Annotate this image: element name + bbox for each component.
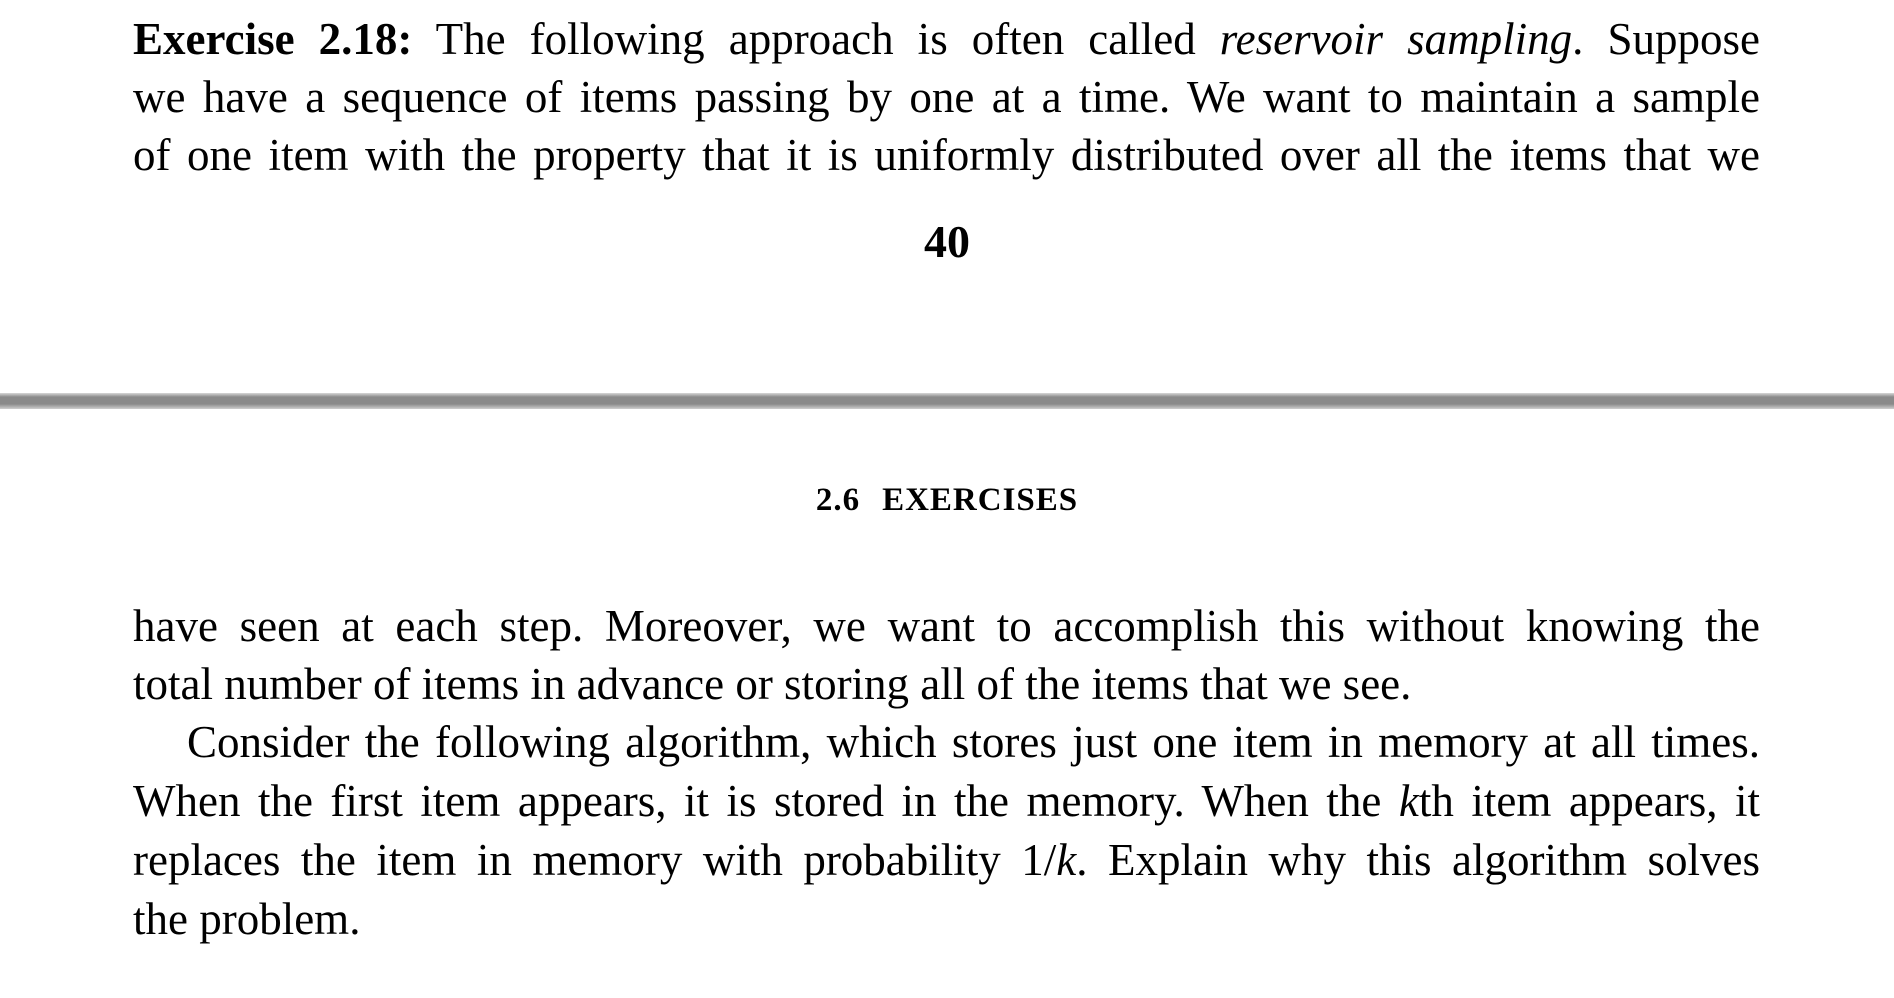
exercise-line-1 bbox=[133, 10, 1760, 68]
running-head bbox=[0, 478, 1894, 522]
body-line-3: Consider the following algorithm, which stores just one item in memory at all times. bbox=[187, 717, 1760, 767]
reservoir-sampling-term: reservoir sampling bbox=[1219, 14, 1573, 64]
body-line-5b: . Explain why this algorithm solves bbox=[1076, 835, 1760, 885]
body-line-6: the problem. bbox=[133, 894, 361, 944]
upper-page bbox=[0, 0, 1894, 392]
section-number: 2.6 bbox=[815, 482, 861, 518]
variable-k: k bbox=[1398, 776, 1419, 826]
exercise-label: Exercise 2.18: bbox=[133, 14, 413, 64]
body-line-4 bbox=[133, 772, 1760, 830]
variable-k-fraction: k bbox=[1056, 835, 1077, 885]
page-divider bbox=[0, 393, 1894, 409]
body-line-5a: replaces the item in memory with probability 1/ bbox=[133, 835, 1057, 885]
exercise-line-3: of one item with the property that it is uniformly distributed over all the items that we bbox=[133, 130, 1760, 180]
exercise-line-2: we have a sequence of items passing by one at a time. We want to maintain a sample bbox=[133, 72, 1760, 122]
body-line-5 bbox=[133, 831, 1760, 889]
exercise-text-1a: The following approach is often called bbox=[412, 14, 1220, 64]
page-number: 40 bbox=[924, 216, 970, 267]
body-line-4b: th item appears, it bbox=[1418, 776, 1760, 826]
section-title: EXERCISES bbox=[882, 482, 1079, 518]
body-line-4a: When the first item appears, it is stored in the memory. When the bbox=[133, 776, 1399, 826]
body-line-2: total number of items in advance or storing all of the items that we see. bbox=[133, 659, 1412, 709]
body-line-1: have seen at each step. Moreover, we want to accomplish this without knowing the bbox=[133, 601, 1760, 651]
exercise-text-1b: . Suppose bbox=[1572, 14, 1760, 64]
